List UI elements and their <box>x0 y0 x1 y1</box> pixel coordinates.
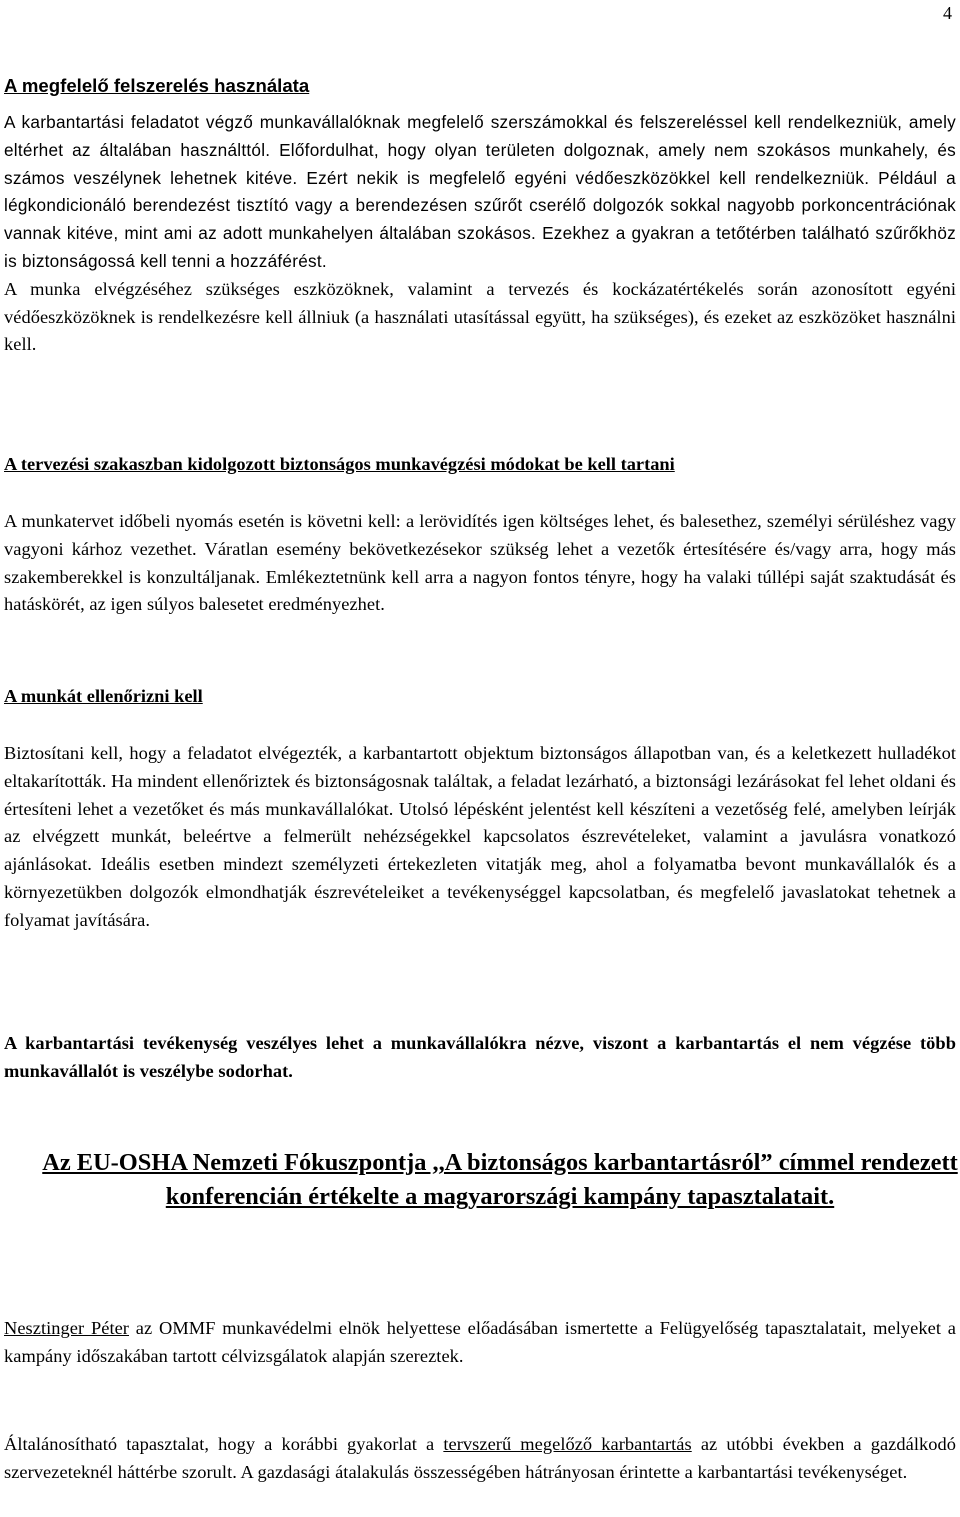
section-heading-check-work: A munkát ellenőrizni kell <box>4 686 203 706</box>
equipment-paragraph-continued: A munka elvégzéséhez szükséges eszközöknek, valamint a tervezés és kockázatértékelés során azonosított egyéni védőeszközöknek is rendelkezésre kell állniuk (a használati utasítással együtt, ha szükséges), és ezeket az eszközöket használni kell. <box>4 278 956 355</box>
section-heading-equipment: A megfelelő felszerelés használata <box>4 75 310 96</box>
speaker-paragraph <box>4 1315 956 1371</box>
safe-methods-paragraph: A munkatervet időbeli nyomás esetén is követni kell: a lerövidítés igen költséges lehet, és balesethez, személyi sérüléshez vagy vagyoni kárhoz vezethet. Váratlan esemény bekövetkezésekor szükség lehet a vezetők értesítésére és/vagy arra, hogy más szakemberekkel is konzultáljanak. Emlékeztetnünk kell arra a nagyon fontos tényre, hogy ha valaki túllépi saját szaktudását és hatáskörét, az igen súlyos balesetet eredményezhet. <box>4 511 956 615</box>
maintenance-link-text: tervszerű megelőző karbantartás <box>443 1434 692 1454</box>
equipment-paragraph: A karbantartási feladatot végző munkavállalóknak megfelelő szerszámokkal és felszereléssel kell rendelkezniük, amely eltérhet az általában használttól. Előfordulhat, hogy olyan területen dolgoznak, amely nem szokásos munkahely, és számos veszélynek lehetnek kitéve. Ezért nekik is megfelelő egyéni védőeszközökkel kell rendelkezniük. Például a légkondicionáló berendezést tisztító vagy a berendezésen szűrőt cserélő dolgozók sokkal nagyobb porkoncentrációnak vannak kitéve, mint ami az adott munkahelyen általában szokásos. Ezekhez a gyakran a tetőtérben található szűrőkhöz is biztonságossá kell tenni a hozzáférést. <box>4 112 956 271</box>
section-body-equipment <box>4 109 956 359</box>
check-work-paragraph: Biztosítani kell, hogy a feladatot elvégezték, a karbantartott objektum biztonságos állapotban van, és a keletkezett hulladékot eltakarították. Ha mindent ellenőriztek és biztonságosnak találtak, a feladat lezárható, a biztonsági lezárásokat fel lehet oldani és értesíteni lehet a vezetőket és más munkavállalókat. Utolsó lépésként jelentést kell készíteni a vezetőség felé, amelyben leírják az elvégzett munkát, beleértve a felmerült nehézségekkel kapcsolatos észrevételeket, valamint a javulásra vonatkozó ajánlásokat. Ideális esetben mindezt személyzeti értekezleten vitatják meg, ahol a folyamatba bevont munkavállalók és a környezetükben dolgozók elmondhatják észrevételeiket a tevékenységgel kapcsolatban, és megfelelő javaslatokat tehetnek a folyamat javítására. <box>4 743 956 930</box>
bold-statement: A karbantartási tevékenység veszélyes lehet a munkavállalókra nézve, viszont a karbantartás el nem végzése több munkavállalót is veszélybe sodorhat. <box>4 1033 956 1081</box>
speaker-name: Nesztinger Péter <box>4 1318 129 1338</box>
speaker-text: az OMMF munkavédelmi elnök helyettese előadásában ismertette a Felügyelőség tapasztalatait, melyeket a kampány időszakában tartott célvizsgálatok alapján szereztek. <box>4 1318 956 1366</box>
general-text-after: az utóbbi években a gazdálkodó szervezeteknél háttérbe szorult. A gazdasági átalakulás összességében hátrányosan érintette a karbantartási tevékenységet. <box>4 1434 956 1482</box>
general-text-before: Általánosítható tapasztalat, hogy a korábbi gyakorlat a <box>4 1434 444 1454</box>
general-experience-paragraph <box>4 1431 956 1487</box>
conference-title: Az EU-OSHA Nemzeti Fókuszpontja ,,A biztonságos karbantartásról” címmel rendezett konferencián értékelte a magyarországi kampány tapasztalatait. <box>42 1149 958 1210</box>
page-number: 4 <box>943 3 952 23</box>
section-heading-safe-methods: A tervezési szakaszban kidolgozott biztonságos munkavégzési módokat be kell tartani <box>4 454 675 474</box>
